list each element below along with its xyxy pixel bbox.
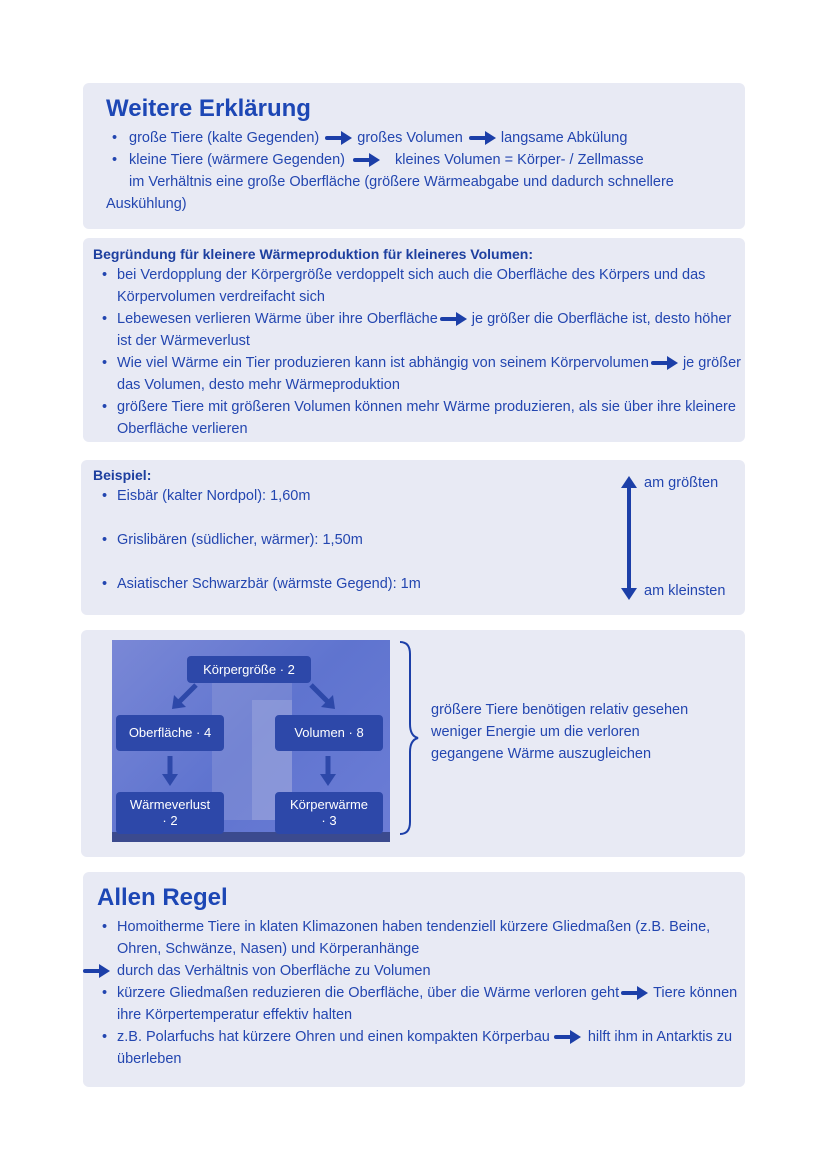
arrow-line-text: durch das Verhältnis von Oberfläche zu Volumen — [117, 963, 431, 979]
list-item-text: z.B. Polarfuchs hat kürzere Ohren und einen kompakten Körperbau — [117, 1029, 550, 1045]
box-body-heat — [275, 792, 383, 834]
caption-line: gegangene Wärme auszugleichen — [431, 746, 652, 762]
bullet-dot: • — [112, 130, 118, 146]
box-surface: Oberfläche · 4 — [116, 715, 224, 751]
text-line: Auskühlung) — [106, 196, 187, 212]
section-heading: Beispiel: — [93, 467, 152, 483]
caption-line: weniger Energie um die verloren — [431, 724, 640, 740]
arrow-right-icon — [83, 962, 113, 980]
card-allen-rule — [83, 872, 745, 1087]
bullet-text: langsame Abkülung — [500, 130, 628, 146]
list-item-text: je größer das Volumen, desto mehr Wärmeproduktion — [117, 355, 741, 393]
list-item-text: Homoitherme Tiere in klaten Klimazonen haben tendenziell kürzere Gliedmaßen (z.B. Beine, Ohren, Schwänze, Nasen) und Körperanhänge — [117, 919, 711, 957]
box-line: · 2 — [162, 813, 178, 828]
arrow-line — [83, 960, 738, 982]
card-example — [81, 460, 745, 615]
list-item-text: Tiere können ihre Körpertemperatur effektiv halten — [117, 985, 738, 1023]
arrow-down-icon — [160, 754, 180, 788]
double-arrow-vertical-icon — [619, 474, 639, 602]
arrow-right-icon — [651, 354, 681, 372]
label-largest: am größten — [644, 475, 719, 491]
list-item-text: Wie viel Wärme ein Tier produzieren kann ist abhängig von seinem Körpervolumen — [117, 355, 649, 371]
list-item-text: bei Verdopplung der Körpergröße verdoppelt sich auch die Oberfläche des Körpers und das Körpervolumen verdreifacht sich — [117, 267, 706, 305]
card-reasoning — [83, 238, 745, 442]
list-item-text: je größer die Oberfläche ist, desto höher ist der Wärmeverlust — [117, 311, 732, 349]
list-item — [93, 352, 741, 396]
box-heat-loss — [116, 792, 224, 834]
arrow-right-icon — [469, 129, 499, 147]
arrow-right-icon — [554, 1028, 584, 1046]
bullet-line — [104, 127, 734, 149]
diagram-caption — [431, 699, 731, 765]
example-item-text: Eisbär (kalter Nordpol): 1,60m — [117, 488, 311, 504]
example-item: • Grislibären (südlicher, wärmer): 1,50m — [102, 532, 363, 548]
arrow-right-icon — [440, 310, 470, 328]
arrow-right-icon — [353, 151, 387, 169]
example-item-text: Grislibären (südlicher, wärmer): 1,50m — [117, 532, 363, 548]
caption-line: größere Tiere benötigen relativ gesehen — [431, 702, 689, 718]
list-item: • Homoitherme Tiere in klaten Klimazonen haben tendenziell kürzere Gliedmaßen (z.B. Beine, Ohren, Schwänze, Nasen) und Körperanhänge — [102, 919, 711, 957]
arrow-down-left-icon — [170, 683, 200, 711]
list-item: • z.B. Polarfuchs hat kürzere Ohren und einen kompakten Körperbau hilft ihm in Antarktis zu überleben — [102, 1029, 733, 1067]
list-item-text: größere Tiere mit größeren Volumen können mehr Wärme produzieren, als sie über ihre kleinere Oberfläche verlieren — [117, 399, 736, 437]
example-item: • Asiatischer Schwarzbär (wärmste Gegend): 1m — [102, 576, 421, 592]
list-item-text: hilft ihm in Antarktis zu überleben — [117, 1029, 733, 1067]
bullet-text: kleines Volumen = Körper- / Zellmasse — [395, 152, 644, 168]
section-title: Weitere Erklärung — [106, 95, 311, 122]
arrow-down-right-icon — [307, 683, 337, 711]
section-title: Allen Regel — [97, 884, 228, 911]
bullet-text: große Tiere (kalte Gegenden) — [129, 130, 320, 146]
list-item-text: kürzere Gliedmaßen reduzieren die Oberfläche, über die Wärme verloren geht — [117, 985, 620, 1001]
section-heading: Begründung für kleinere Wärmeproduktion für kleineres Volumen: — [93, 246, 534, 262]
list-item — [93, 264, 741, 308]
box-line: · 3 — [321, 813, 337, 828]
bullet-text: kleine Tiere (wärmere Gegenden) — [129, 152, 345, 168]
example-item: • Eisbär (kalter Nordpol): 1,60m — [102, 488, 311, 504]
arrow-right-icon — [621, 984, 651, 1002]
box-body-size: Körpergröße · 2 — [187, 656, 311, 683]
reasoning-list — [93, 264, 741, 440]
arrow-down-icon — [318, 754, 338, 788]
box-volume: Volumen · 8 — [275, 715, 383, 751]
list-item: • kürzere Gliedmaßen reduzieren die Oberfläche, über die Wärme verloren geht Tiere können ihre Körpertemperatur effektiv halten — [102, 985, 738, 1023]
curly-brace-icon — [396, 640, 424, 836]
list-item — [93, 396, 741, 440]
bullet-dot: • — [112, 152, 118, 168]
arrow-right-icon — [325, 129, 355, 147]
list-item-text: Lebewesen verlieren Wärme über ihre Oberfläche — [117, 311, 438, 327]
bullet-text: großes Volumen — [357, 130, 463, 146]
rule-list — [93, 916, 738, 1070]
card-further-explanation — [83, 83, 745, 229]
example-item-text: Asiatischer Schwarzbär (wärmste Gegend): 1m — [117, 576, 421, 592]
box-line: Körperwärme — [289, 797, 369, 812]
list-item — [93, 308, 741, 352]
text-line: im Verhältnis eine große Oberfläche (größere Wärmeabgabe und dadurch schnellere — [129, 174, 674, 190]
bullet-line — [104, 149, 734, 171]
scaling-diagram — [112, 640, 390, 842]
box-line: Wärmeverlust — [129, 797, 211, 812]
label-smallest: am kleinsten — [644, 583, 726, 599]
